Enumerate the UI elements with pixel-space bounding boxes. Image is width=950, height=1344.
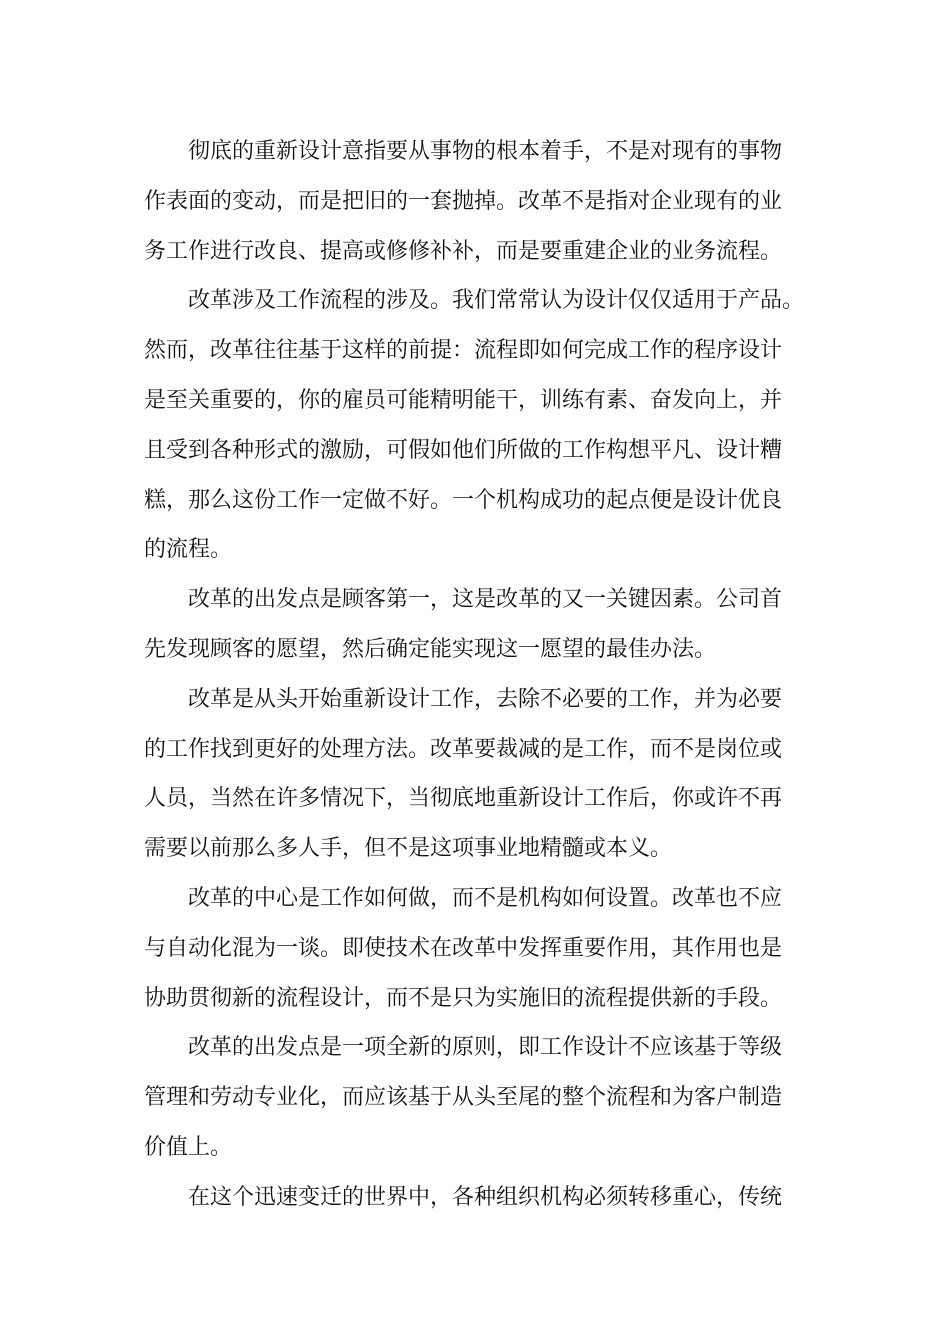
- text-line: 价值上。: [144, 1134, 233, 1160]
- text-line: 先发现顾客的愿望，然后确定能实现这一愿望的最佳办法。: [144, 636, 717, 662]
- text-line: 务工作进行改良、提高或修修补补，而是要重建企业的业务流程。: [144, 238, 783, 264]
- text-line: 改革的中心是工作如何做，而不是机构如何设置。改革也不应: [188, 885, 783, 911]
- body-text: [144, 127, 814, 1223]
- text-line: 在这个迅速变迁的世界中，各种组织机构必须转移重心，传统: [188, 1184, 783, 1210]
- text-line: 是至关重要的，你的雇员可能精明能干，训练有素、奋发向上，并: [144, 387, 783, 413]
- text-line: 协助贯彻新的流程设计，而不是只为实施旧的流程提供新的手段。: [144, 985, 783, 1011]
- text-line: 改革是从头开始重新设计工作，去除不必要的工作，并为必要: [188, 686, 783, 712]
- text-line: 改革的出发点是一项全新的原则，即工作设计不应该基于等级: [188, 1035, 783, 1061]
- text-line: 管理和劳动专业化，而应该基于从头至尾的整个流程和为客户制造: [144, 1085, 783, 1111]
- text-line: 然而，改革往往基于这样的前提：流程即如何完成工作的程序设计: [144, 338, 783, 364]
- text-line: 且受到各种形式的激励，可假如他们所做的工作构想平凡、设计糟: [144, 437, 783, 463]
- text-line: 作表面的变动，而是把旧的一套抛掉。改革不是指对企业现有的业: [144, 188, 783, 214]
- text-line: 的工作找到更好的处理方法。改革要裁减的是工作，而不是岗位或: [144, 736, 783, 762]
- text-line: 的流程。: [144, 537, 233, 563]
- text-line: 改革涉及工作流程的涉及。我们常常认为设计仅仅适用于产品。: [188, 288, 805, 314]
- text-line: 彻底的重新设计意指要从事物的根本着手，不是对现有的事物: [188, 139, 783, 164]
- text-line: 改革的出发点是顾客第一，这是改革的又一关键因素。公司首: [188, 587, 783, 613]
- text-line: 与自动化混为一谈。即使技术在改革中发挥重要作用，其作用也是: [144, 935, 783, 961]
- text-line: 需要以前那么多人手，但不是这项事业地精髓或本义。: [144, 836, 673, 862]
- text-line: 人员，当然在许多情况下，当彻底地重新设计工作后，你或许不再: [144, 786, 783, 812]
- text-line: 糕，那么这份工作一定做不好。一个机构成功的起点便是设计优良: [144, 487, 783, 513]
